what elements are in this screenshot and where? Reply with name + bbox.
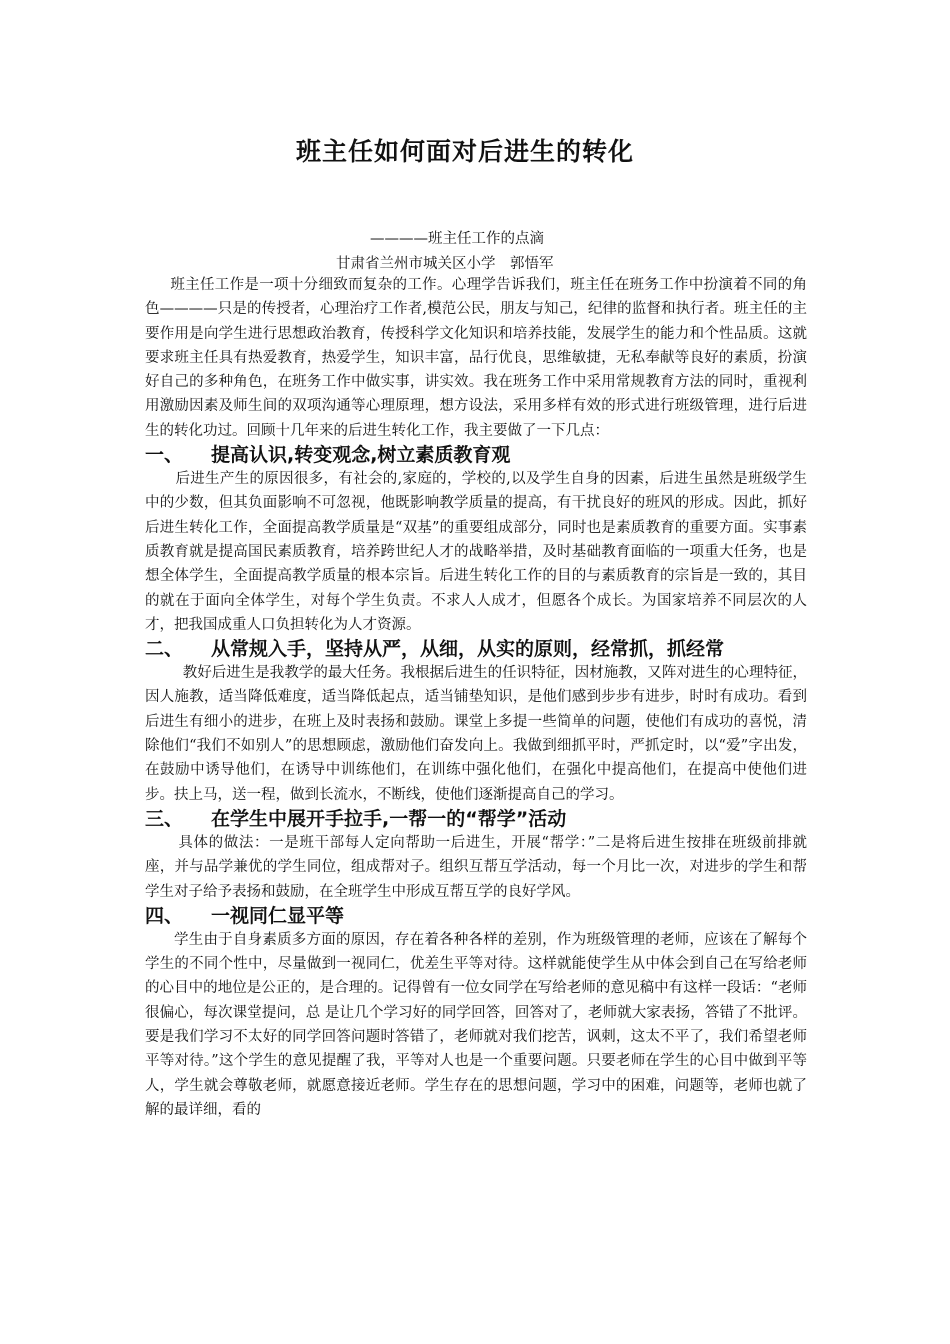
section-number-4: 四、 [145,904,184,927]
section-heading-text-3: 在学生中展开手拉手,一帮一的“帮学”活动 [211,807,567,830]
document-author: 甘肃省兰州市城关区小学 郭悟军 [336,256,554,272]
section-paragraph-2: 教好后进生是我教学的最大任务。我根据后进生的任识特征，因材施教，又阵对进生的心理特征，因人施教，适当降低难度，适当降低起点，适当铺垫知识，是他们感到步步有进步，时时有成功。看到后进生有细小的进步，在班上及时表扬和鼓励。课堂上多提一些简单的问题，使他们有成功的喜悦，清除他们“我们不如别人”的思想顾虑，激励他们奋发向上。我做到细抓平时，严抓定时，以“爱”字出发，在鼓励中诱导他们，在诱导中训练他们，在训练中强化他们，在强化中提高他们，在提高中使他们进步。扶上马，送一程，做到长流水，不断线，使他们逐渐提高自己的学习。 [145,665,807,803]
intro-paragraph: 班主任工作是一项十分细致而复杂的工作。心理学告诉我们，班主任在班务工作中扮演着不同的角色————只是的传授者，心理治疗工作者,模范公民，朋友与知己，纪律的监督和执行者。班主任的主要作用是向学生进行思想政治教育，传授科学文化知识和培养技能，发展学生的能力和个性品质。这就要求班主任具有热爱教育，热爱学生，知识丰富，品行优良，思维敏捷，无私奉献等良好的素质，扮演好自己的多种角色，在班务工作中做实事，讲实效。我在班务工作中采用常规教育方法的同时，重视利用激励因素及师生间的双项沟通等心理原理，想方设法，采用多样有效的形式进行班级管理，进行后进生的转化功过。回顾十几年来的后进生转化工作，我主要做了一下几点： [145,277,807,439]
section-heading-2 [145,637,807,661]
document-title: 班主任如何面对后进生的转化 [295,137,634,166]
section-paragraph-1: 后进生产生的原因很多，有社会的,家庭的，学校的,以及学生自身的因素，后进生虽然是班级学生中的少数，但其负面影响不可忽视，他既影响教学质量的提高，有干扰良好的班风的形成。因此，抓好后进生转化工作，全面提高教学质量是“双基”的重要组成部分，同时也是素质教育的重要方面。实事素质教育就是提高国民素质教育，培养跨世纪人才的战略举措，及时基础教育面临的一项重大任务，也是想全体学生，全面提高教学质量的根本宗旨。后进生转化工作的目的与素质教育的宗旨是一致的，其目的就在于面向全体学生，对每个学生负责。不求人人成才，但愿各个成长。为国家培养不同层次的人才，把我国成重人口负担转化为人才资源。 [145,471,807,633]
section-heading-text-1: 提高认识,转变观念,树立素质教育观 [211,444,511,467]
section-number-3: 三、 [145,807,184,830]
section-heading-4 [145,904,807,928]
section-number-2: 二、 [145,638,184,661]
document-body [145,273,807,1122]
section-paragraph-4: 学生由于自身素质多方面的原因，存在着各种各样的差别，作为班级管理的老师，应该在了解每个学生的不同个性中，尽量做到一视同仁，优差生平等对待。这样就能使学生从中体会到自己在写给老师的心目中的地位是公正的，是合理的。记得曾有一位女同学在写给老师的意见稿中有这样一段话：“老师很偏心，每次课堂提问，总 是让几个学习好的同学回答，回答对了，老师就大家表扬，答错了不批评。要是我们学习不太好的同学回答问题时答错了，老师就对我们挖苦，讽刺，这太不平了，我们希望老师平等对待。”这个学生的意见提醒了我，平等对人也是一个重要问题。只要老师在学生的心目中做到平等人，学生就会尊敬老师，就愿意接近老师。学生存在的思想问题，学习中的困难，问题等，老师也就了解的最详细，看的 [145,931,807,1118]
section-heading-text-2: 从常规入手，坚持从严，从细，从实的原则，经常抓，抓经常 [211,638,725,661]
section-heading-text-4: 一视同仁显平等 [211,904,345,927]
section-heading-3 [145,807,807,831]
document-subtitle: ————班主任工作的点滴 [370,231,544,247]
section-heading-1 [145,443,807,467]
section-paragraph-3: 具体的做法：一是班干部每人定向帮助一后进生，开展“帮学：”二是将后进生按排在班级前排就座，并与品学兼优的学生同位，组成帮对子。组织互帮互学活动，每一个月比一次，对进步的学生和帮学生对子给予表扬和鼓励，在全班学生中形成互帮互学的良好学风。 [145,834,807,900]
section-number-1: 一、 [145,444,184,467]
